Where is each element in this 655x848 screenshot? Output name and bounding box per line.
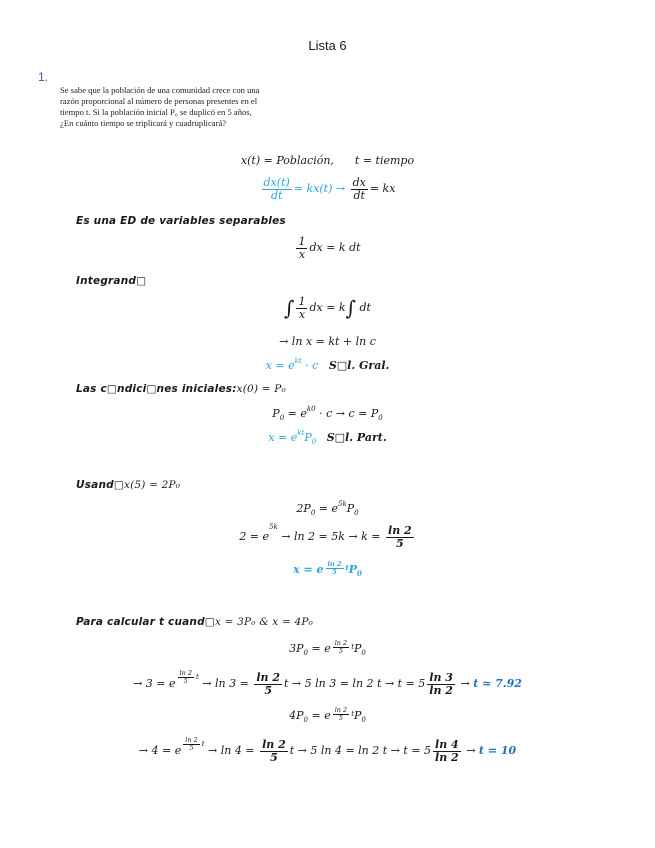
statement-line: tiempo t. Si la población inicial P₀ se duplicó en 5 años, <box>60 107 252 117</box>
eq-p0: $P_0 = e^{k0} \cdot c \to c = P_0$ <box>272 405 383 423</box>
general-label: S□l. Gral. <box>328 359 390 372</box>
eq-definitions: x(t) = Población, t = tiempo <box>240 154 415 167</box>
step-separable: Es una ED de variables separables <box>76 215 286 227</box>
eq-solution-k: x = e $^{\frac{\ln 2}{5} t}P_0$ <box>293 560 362 579</box>
result-triple: t ≈ 7.92 <box>473 677 522 691</box>
statement-line: Se sabe que la población de una comunidad crece con una <box>60 85 260 95</box>
step-integrating: Integrand□ <box>76 275 147 287</box>
eq-double: $2P_0 = e^{5k}P_0$ <box>296 500 359 518</box>
eq-quad: $4P_0 = e$ $^{\frac{\ln 2}{5} t}P_0$ <box>289 706 366 725</box>
problem-statement <box>60 85 290 129</box>
step-calc: Para calcular t cuand□x = 3P₀ & x = 4P₀ <box>76 616 314 628</box>
eq-log: → ln x = kt + ln c <box>279 335 376 348</box>
eq-ode-end: = kx <box>369 182 396 196</box>
particular-label: S□l. Part. <box>326 431 387 444</box>
eq-particular: $x = e^{kt}P_0$ S□l. Part. <box>268 429 387 447</box>
eq-ode-rhs: = kx(t) → <box>293 182 349 196</box>
eq-k: $2 = e^{5k} \to \ln 2 = 5k \to k$ = $\frac{\ln 2}{5}$ <box>239 523 412 550</box>
eq-general: $x = e^{kt} \cdot c$ S□l. Gral. <box>265 357 390 372</box>
statement-line: ¿En cuánto tiempo se triplicará y cuadruplicará? <box>60 118 227 128</box>
statement-line: razón proporcional al número de personas presentes en el <box>60 96 258 106</box>
eq-separated: $\frac{1}{x}$ dx = k dt <box>298 235 361 261</box>
eq-triple: $3P_0 = e$ $^{\frac{\ln 2}{5} t}P_0$ <box>289 639 366 658</box>
eq-triple-chain: → 3 = e $^{\frac{\ln 2}{5} t}$ → ln 3 = $\frac{\ln 2}{5}$ t → 5 ln 3 = ln 2 t → t = 5 $\frac{\ln 3}{\ln 2}$ → t ≈ 7.92 <box>133 669 522 697</box>
result-quad: t = 10 <box>478 744 517 758</box>
page-title: Lista 6 <box>308 38 347 53</box>
step-initial: Las c□ndici□nes iniciales:x(0) = P₀ <box>76 383 286 395</box>
eq-quad-chain: → 4 = e $^{\frac{\ln 2}{5} t}$ → ln 4 = $\frac{\ln 2}{5}$ t → 5 ln 4 = ln 2 t → t = 5 $\frac{\ln 4}{\ln 2}$ → t = 10 <box>138 736 517 764</box>
eq-integral: ∫ $\frac{1}{x}$ dx = k∫ dt <box>284 295 371 321</box>
problem-number: 1. <box>38 70 49 84</box>
eq-ode: $\frac{dx(t)}{dt}$ = kx(t) → $\frac{dx}{dt}$ = kx <box>263 176 396 202</box>
step-using: Usand□x(5) = 2P₀ <box>76 479 181 491</box>
